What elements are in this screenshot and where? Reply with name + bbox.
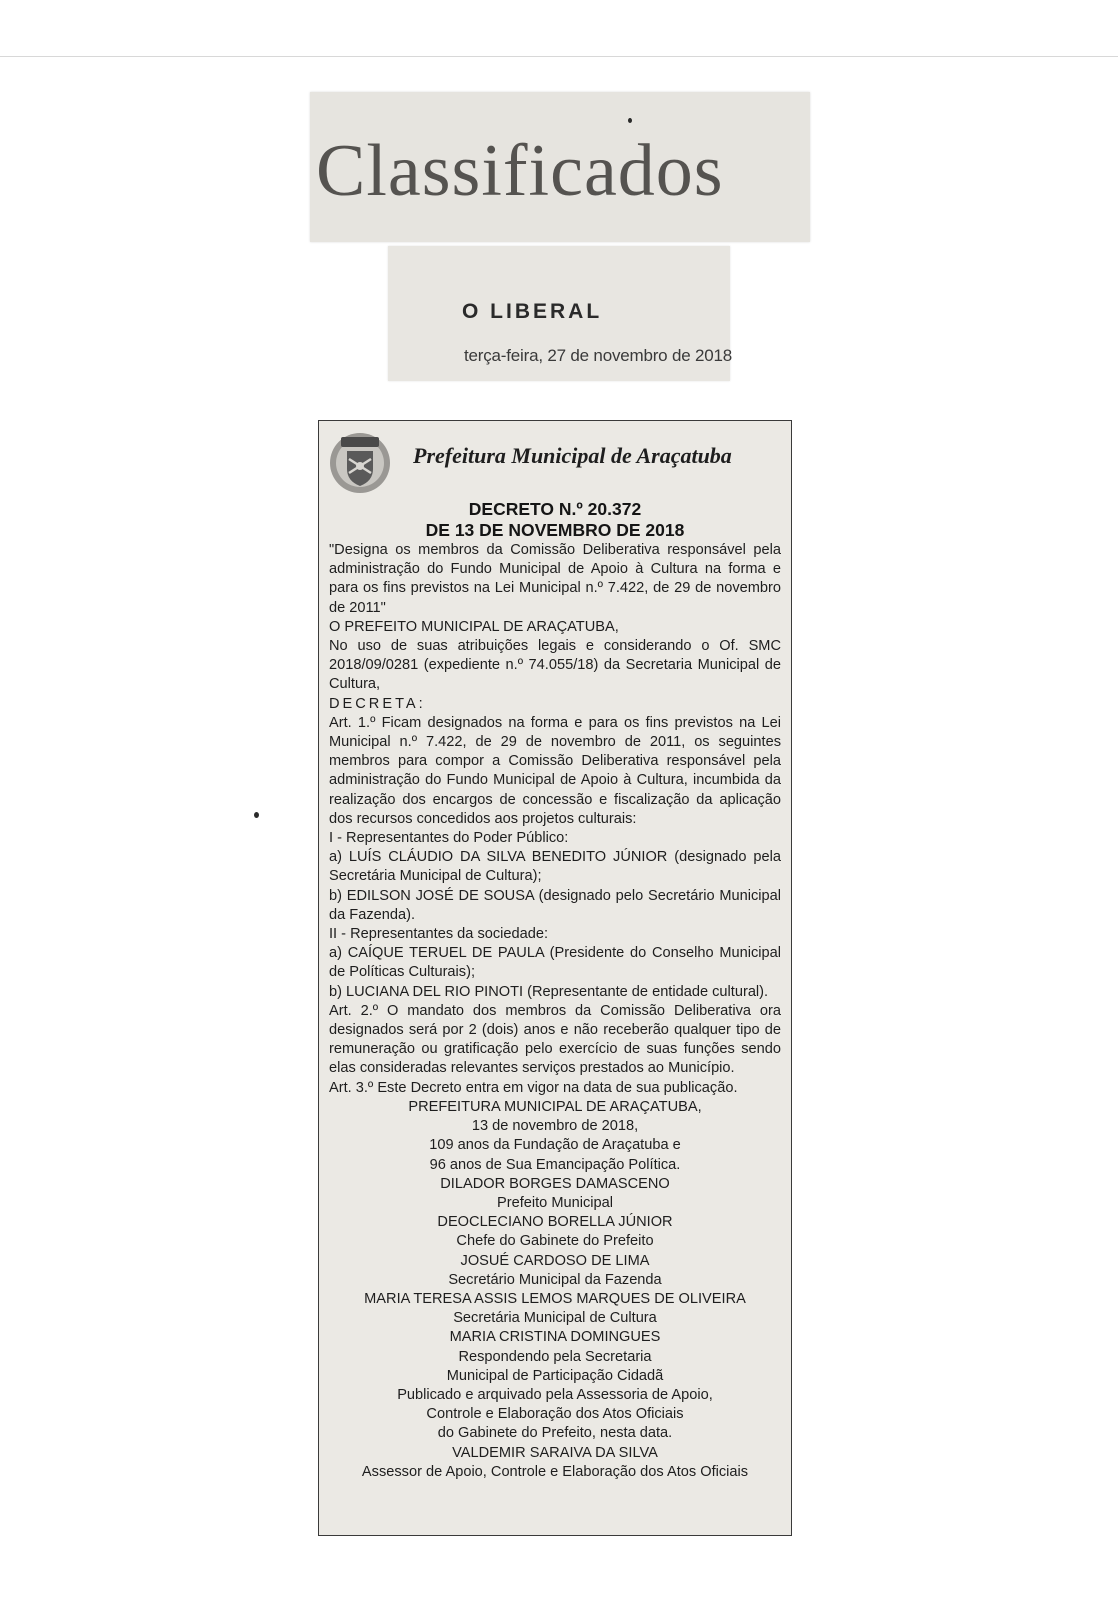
organization-name: Prefeitura Municipal de Araçatuba	[413, 443, 732, 468]
signatory-title: Respondendo pela Secretaria	[458, 1348, 652, 1365]
decree-date: DE 13 DE NOVEMBRO DE 2018	[425, 520, 685, 540]
article-3: Art. 3.º Este Decreto entra em vigor na data de sua publicação.	[329, 1079, 738, 1096]
signatory-title: Secretário Municipal da Fazenda	[448, 1271, 662, 1288]
publication-note: Publicado e arquivado pela Assessoria de Apoio,	[397, 1386, 713, 1403]
section-i-item-a: a) LUÍS CLÁUDIO DA SILVA BENEDITO JÚNIOR (designado pela Secretária Municipal de Cultura);	[329, 849, 781, 885]
coat-of-arms-icon	[327, 429, 393, 495]
masthead-clipping	[388, 246, 733, 381]
scan-speck	[254, 812, 259, 818]
decree-summary: "Designa os membros da Comissão Deliberativa responsável pela administração do Fundo Municipal de Apoio à Cultura na forma e para os fins previstos na Lei Municipal n.º 7.422, de 29 de novembro de 2011"	[329, 542, 781, 616]
newspaper-name: O LIBERAL	[462, 300, 603, 323]
section-ii-item-a: a) CAÍQUE TERUEL DE PAULA (Presidente do Conselho Municipal de Políticas Culturais);	[329, 945, 781, 981]
publication-note: do Gabinete do Prefeito, nesta data.	[437, 1425, 673, 1442]
signatory-title: Municipal de Participação Cidadã	[446, 1367, 664, 1384]
signatory-name: JOSUÉ CARDOSO DE LIMA	[460, 1252, 650, 1269]
section-i-item-b: b) EDILSON JOSÉ DE SOUSA (designado pelo Secretário Municipal da Fazenda).	[329, 887, 781, 923]
decree-number: DECRETO N.º 20.372	[468, 499, 642, 519]
closing-line: 109 anos da Fundação de Araçatuba e	[429, 1137, 681, 1154]
signatory-title: Chefe do Gabinete do Prefeito	[456, 1233, 654, 1250]
classificados-clipping	[310, 92, 810, 242]
publication-note: Controle e Elaboração dos Atos Oficiais	[426, 1406, 684, 1423]
closing-line: 13 de novembro de 2018,	[471, 1118, 639, 1135]
article-2: Art. 2.º O mandato dos membros da Comissão Deliberativa ora designados será por 2 (dois) anos e não receberão qualquer tipo de remuneração ou gratificação pelo exercício de suas funções sendo elas consideradas relevantes serviços prestados ao Município.	[329, 1002, 781, 1077]
section-ii-heading: II - Representantes da sociedade:	[329, 926, 549, 943]
signatory-title: Prefeito Municipal	[497, 1194, 613, 1211]
decree-clipping	[318, 420, 792, 1536]
signatory-name: MARIA CRISTINA DOMINGUES	[449, 1329, 661, 1346]
section-ii-item-b: b) LUCIANA DEL RIO PINOTI (Representante de entidade cultural).	[329, 983, 769, 1000]
signatory-name: DILADOR BORGES DAMASCENO	[440, 1175, 670, 1192]
closing-line: PREFEITURA MUNICIPAL DE ARAÇATUBA,	[408, 1098, 702, 1115]
signatory-name: VALDEMIR SARAIVA DA SILVA	[452, 1444, 658, 1461]
scan-speck	[628, 118, 632, 123]
signatory-name: MARIA TERESA ASSIS LEMOS MARQUES DE OLIVEIRA	[364, 1290, 746, 1307]
signatory-title: Assessor de Apoio, Controle e Elaboração dos Atos Oficiais	[361, 1463, 749, 1480]
closing-line: 96 anos de Sua Emancipação Política.	[429, 1156, 681, 1173]
mayor-intro: O PREFEITO MUNICIPAL DE ARAÇATUBA,	[329, 618, 619, 635]
decree-preamble: No uso de suas atribuições legais e considerando o Of. SMC 2018/09/0281 (expediente n.º 74.055/18) da Secretaria Municipal de Cultura,	[329, 638, 781, 693]
decree-body	[329, 499, 781, 1482]
article-1: Art. 1.º Ficam designados na forma e para os fins previstos na Lei Municipal n.º 7.422, de 29 de novembro de 2011, os seguintes membros para compor a Comissão Deliberativa responsável pela administração do Fundo Municipal de Apoio à Cultura, incumbida da realização dos encargos de concessão e fiscalização da aplicação dos recursos concedidos aos projetos culturais:	[329, 714, 781, 827]
scan-top-rule	[0, 56, 1118, 57]
decreta-heading: DECRETA:	[329, 695, 426, 712]
section-i-heading: I - Representantes do Poder Público:	[329, 830, 569, 847]
section-title: Classificados	[316, 130, 724, 212]
publication-date: terça-feira, 27 de novembro de 2018	[464, 346, 733, 365]
signatory-title: Secretária Municipal de Cultura	[453, 1310, 657, 1327]
signatory-name: DEOCLECIANO BORELLA JÚNIOR	[437, 1214, 673, 1231]
decree-header	[325, 429, 785, 491]
